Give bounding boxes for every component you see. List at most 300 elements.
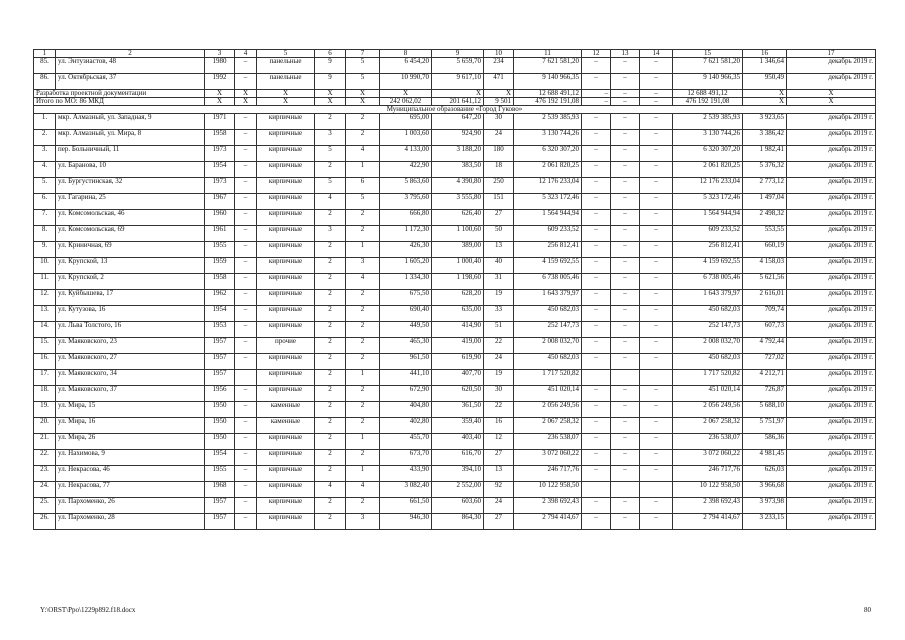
table-row	[34, 210, 876, 226]
table-cell: –	[611, 210, 640, 226]
table-cell: 20.	[34, 418, 56, 434]
table-cell: 455,70	[380, 434, 432, 450]
table-cell: кирпичные	[257, 114, 315, 130]
table-cell: 709,74	[743, 306, 787, 322]
table-cell: 5 376,32	[743, 162, 787, 178]
municipality-title: Муниципальное образование «Город Гуково»	[34, 106, 876, 114]
table-cell: 10 122 958,50	[673, 482, 743, 498]
table-cell: X	[346, 90, 380, 98]
table-cell: –	[640, 386, 673, 402]
table-cell: –	[611, 130, 640, 146]
table-cell: 9 617,10	[432, 74, 484, 90]
table-cell: –	[235, 242, 257, 258]
table-cell: –	[582, 306, 611, 322]
table-cell: декабрь 2019 г.	[787, 482, 876, 498]
table-row	[34, 434, 876, 450]
table-cell: –	[582, 354, 611, 370]
table-cell: 2	[315, 354, 346, 370]
table-cell: ул. Льва Толстого, 16	[56, 322, 205, 338]
table-cell: 3 973,98	[743, 498, 787, 514]
table-row	[34, 290, 876, 306]
table-cell: 2 061 820,25	[514, 162, 582, 178]
table-cell: декабрь 2019 г.	[787, 162, 876, 178]
table-cell: 12 176 233,04	[514, 178, 582, 194]
table-cell: кирпичные	[257, 482, 315, 498]
summary-row	[34, 90, 876, 98]
table-cell: –	[235, 226, 257, 242]
table-cell: 23.	[34, 466, 56, 482]
table-cell: 1962	[205, 290, 235, 306]
table-cell: 924,90	[432, 130, 484, 146]
table-cell: –	[640, 162, 673, 178]
column-number: 8	[380, 50, 432, 58]
summary-label: Итого по МО: 86 МКД	[34, 98, 205, 106]
column-number: 7	[346, 50, 380, 58]
table-cell: –	[582, 58, 611, 74]
table-cell: –	[582, 162, 611, 178]
footer-file-path: Y:\ORST\Ppo\1229p892.f18.docx	[40, 606, 136, 614]
table-cell: 2 067 258,32	[514, 418, 582, 434]
table-cell: –	[235, 130, 257, 146]
table-cell: 3	[315, 130, 346, 146]
table-row	[34, 274, 876, 290]
table-cell: –	[640, 274, 673, 290]
table-cell: 2 398 692,43	[514, 498, 582, 514]
table-cell: кирпичные	[257, 178, 315, 194]
table-cell: кирпичные	[257, 434, 315, 450]
table-cell: 2	[315, 450, 346, 466]
table-cell: –	[235, 386, 257, 402]
table-cell: –	[611, 466, 640, 482]
table-cell: 12 176 233,04	[673, 178, 743, 194]
table-cell: 30	[484, 386, 514, 402]
table-cell: 402,80	[380, 418, 432, 434]
table-cell: 2 794 414,67	[514, 514, 582, 530]
table-cell: X	[257, 98, 315, 106]
table-cell: 9.	[34, 242, 56, 258]
column-number: 9	[432, 50, 484, 58]
table-cell	[582, 482, 611, 498]
table-cell: –	[235, 434, 257, 450]
table-cell: 40	[484, 258, 514, 274]
table-cell: X	[235, 90, 257, 98]
table-row	[34, 194, 876, 210]
table-cell: 1973	[205, 178, 235, 194]
table-cell: 2	[315, 418, 346, 434]
table-cell: 1955	[205, 242, 235, 258]
table-cell: –	[582, 178, 611, 194]
table-cell: –	[582, 274, 611, 290]
table-cell: 1 982,41	[743, 146, 787, 162]
table-cell: –	[582, 418, 611, 434]
table-cell: 22	[484, 402, 514, 418]
table-cell: 666,80	[380, 210, 432, 226]
table-cell: –	[640, 130, 673, 146]
table-cell: декабрь 2019 г.	[787, 402, 876, 418]
table-cell: 2	[346, 386, 380, 402]
table-cell: декабрь 2019 г.	[787, 514, 876, 530]
table-cell: 2	[315, 210, 346, 226]
table-cell: 3	[315, 226, 346, 242]
table-cell: 9	[315, 74, 346, 90]
table-cell: кирпичные	[257, 466, 315, 482]
table-cell: –	[611, 74, 640, 90]
table-cell: мкр. Алмазный, ул. Западная, 9	[56, 114, 205, 130]
table-row	[34, 130, 876, 146]
table-cell: 3 795,60	[380, 194, 432, 210]
table-cell: 5 621,56	[743, 274, 787, 290]
table-cell: прочие	[257, 338, 315, 354]
table-cell: 1957	[205, 370, 235, 386]
table-cell: –	[582, 90, 611, 98]
table-cell: 1953	[205, 322, 235, 338]
table-cell: –	[611, 258, 640, 274]
table-cell: 394,10	[432, 466, 484, 482]
table-cell: 1967	[205, 194, 235, 210]
table-cell: декабрь 2019 г.	[787, 242, 876, 258]
table-cell: –	[640, 90, 673, 98]
table-cell: ул. Маяковского, 37	[56, 386, 205, 402]
table-cell: 31	[484, 274, 514, 290]
table-cell: –	[640, 58, 673, 74]
table-cell: 27	[484, 514, 514, 530]
table-cell: –	[611, 98, 640, 106]
table-cell: 6 320 307,20	[673, 146, 743, 162]
column-number: 3	[205, 50, 235, 58]
table-cell: 2 498,32	[743, 210, 787, 226]
table-cell: 1971	[205, 114, 235, 130]
table-cell: кирпичные	[257, 194, 315, 210]
column-number: 6	[315, 50, 346, 58]
table-cell: 27	[484, 450, 514, 466]
table-cell: 5	[315, 146, 346, 162]
table-cell: 1954	[205, 162, 235, 178]
table-cell: –	[611, 274, 640, 290]
table-cell: 9	[315, 58, 346, 74]
table-cell: 4 390,80	[432, 178, 484, 194]
column-number: 16	[743, 50, 787, 58]
table-cell: декабрь 2019 г.	[787, 178, 876, 194]
table-cell: 2	[315, 386, 346, 402]
table-row	[34, 386, 876, 402]
table-cell: 1968	[205, 482, 235, 498]
table-cell: декабрь 2019 г.	[787, 114, 876, 130]
table-cell: –	[611, 306, 640, 322]
table-cell: –	[611, 402, 640, 418]
table-cell: 553,55	[743, 226, 787, 242]
table-row	[34, 322, 876, 338]
table-cell: –	[235, 514, 257, 530]
table-cell: 675,50	[380, 290, 432, 306]
table-cell: 660,19	[743, 242, 787, 258]
table-cell: –	[235, 114, 257, 130]
table-cell: 1 643 379,97	[514, 290, 582, 306]
table-cell: –	[582, 338, 611, 354]
table-cell: 9 501	[484, 98, 514, 106]
table-cell: 389,00	[432, 242, 484, 258]
table-cell: 151	[484, 194, 514, 210]
table-cell: 695,00	[380, 114, 432, 130]
table-cell: –	[611, 450, 640, 466]
table-cell: 17.	[34, 370, 56, 386]
table-cell: 7.	[34, 210, 56, 226]
table-cell: 24	[484, 498, 514, 514]
table-cell: 359,40	[432, 418, 484, 434]
table-cell: ул. Энтузиастов, 48	[56, 58, 205, 74]
table-cell: –	[582, 498, 611, 514]
table-cell: 2	[346, 450, 380, 466]
table-cell: 2	[315, 322, 346, 338]
table-cell: X	[743, 98, 787, 106]
table-cell: 1961	[205, 226, 235, 242]
table-cell: –	[582, 402, 611, 418]
table-cell: 5	[346, 74, 380, 90]
table-cell: 3.	[34, 146, 56, 162]
table-cell: –	[235, 274, 257, 290]
table-cell: 616,70	[432, 450, 484, 466]
table-cell: –	[640, 290, 673, 306]
table-cell: 2 056 249,56	[673, 402, 743, 418]
column-number: 12	[582, 50, 611, 58]
table-cell: 25.	[34, 498, 56, 514]
table-cell: –	[235, 162, 257, 178]
table-cell: 603,60	[432, 498, 484, 514]
table-cell: 7 621 581,20	[673, 58, 743, 74]
table-cell: 450 682,03	[673, 354, 743, 370]
table-cell: 3 966,68	[743, 482, 787, 498]
table-cell: 1	[346, 466, 380, 482]
table-cell: 21.	[34, 434, 56, 450]
table-cell: 441,10	[380, 370, 432, 386]
table-cell: 2	[315, 242, 346, 258]
table-cell: 1954	[205, 450, 235, 466]
table-cell: 2	[346, 354, 380, 370]
table-cell: 3 130 744,26	[673, 130, 743, 146]
table-cell: –	[235, 210, 257, 226]
table-cell: 950,49	[743, 74, 787, 90]
table-cell: 1 717 520,82	[514, 370, 582, 386]
table-row	[34, 306, 876, 322]
summary-label: Разработка проектной документации	[34, 90, 205, 98]
table-cell: 2	[346, 290, 380, 306]
table-cell: 22.	[34, 450, 56, 466]
table-cell: –	[640, 434, 673, 450]
table-cell: 1	[346, 162, 380, 178]
table-cell: 726,87	[743, 386, 787, 402]
table-cell: X	[787, 90, 876, 98]
table-cell: 414,90	[432, 322, 484, 338]
column-number: 10	[484, 50, 514, 58]
table-cell	[640, 482, 673, 498]
table-row	[34, 482, 876, 498]
table-cell: 403,40	[432, 434, 484, 450]
table-cell: 449,50	[380, 322, 432, 338]
table-cell: 13	[484, 242, 514, 258]
table-cell: –	[235, 354, 257, 370]
table-cell: ул. Криничная, 69	[56, 242, 205, 258]
table-cell: 4 981,45	[743, 450, 787, 466]
table-row	[34, 418, 876, 434]
table-cell: 626,03	[743, 466, 787, 482]
table-cell: 3 072 060,22	[673, 450, 743, 466]
table-row	[34, 114, 876, 130]
municipality-row	[34, 106, 876, 114]
table-cell: 1 564 944,94	[673, 210, 743, 226]
table-cell: 12	[484, 434, 514, 450]
table-cell: декабрь 2019 г.	[787, 130, 876, 146]
table-cell: 426,30	[380, 242, 432, 258]
table-cell: –	[611, 290, 640, 306]
table-cell: –	[640, 98, 673, 106]
table-cell: 450 682,03	[514, 306, 582, 322]
table-cell: 1950	[205, 434, 235, 450]
table-cell: кирпичные	[257, 306, 315, 322]
table-cell: ул. Маяковского, 34	[56, 370, 205, 386]
table-cell: –	[235, 450, 257, 466]
table-cell: мкр. Алмазный, ул. Мира, 8	[56, 130, 205, 146]
table-cell: 1 564 944,94	[514, 210, 582, 226]
table-cell: –	[640, 210, 673, 226]
table-cell: 2	[315, 370, 346, 386]
table-cell: панельные	[257, 74, 315, 90]
table-cell: –	[235, 74, 257, 90]
table-cell: –	[235, 466, 257, 482]
table-cell: –	[235, 58, 257, 74]
table-cell: 2 794 414,67	[673, 514, 743, 530]
table-row	[34, 370, 876, 386]
table-cell: кирпичные	[257, 210, 315, 226]
table-cell: –	[611, 354, 640, 370]
table-cell: кирпичные	[257, 354, 315, 370]
table-cell: 19	[484, 370, 514, 386]
table-cell: –	[582, 226, 611, 242]
table-cell: 24.	[34, 482, 56, 498]
table-cell: 961,50	[380, 354, 432, 370]
table-cell	[611, 482, 640, 498]
footer-page-number: 80	[864, 606, 871, 614]
table-cell: 2 067 258,32	[673, 418, 743, 434]
table-cell: –	[640, 466, 673, 482]
table-cell: декабрь 2019 г.	[787, 322, 876, 338]
table-cell: ул. Маяковского, 27	[56, 354, 205, 370]
table-cell: 864,30	[432, 514, 484, 530]
table-cell: 2 773,12	[743, 178, 787, 194]
table-cell: 6.	[34, 194, 56, 210]
table-cell: –	[640, 178, 673, 194]
table-cell: –	[582, 514, 611, 530]
table-cell	[640, 370, 673, 386]
table-cell: –	[640, 514, 673, 530]
table-cell: кирпичные	[257, 322, 315, 338]
table-cell: 422,90	[380, 162, 432, 178]
table-row	[34, 498, 876, 514]
table-cell: 1950	[205, 402, 235, 418]
table-cell: –	[235, 482, 257, 498]
table-cell: –	[582, 434, 611, 450]
table-cell: ул. Бургустинская, 32	[56, 178, 205, 194]
table-cell: 16	[484, 418, 514, 434]
table-cell: X	[257, 90, 315, 98]
table-cell: 236 538,07	[673, 434, 743, 450]
table-cell: 1	[346, 434, 380, 450]
table-cell: ул. Гагарина, 25	[56, 194, 205, 210]
table-cell: –	[640, 242, 673, 258]
table-cell: ул. Кутузова, 16	[56, 306, 205, 322]
table-cell: 383,50	[432, 162, 484, 178]
table-cell: 2 008 032,70	[673, 338, 743, 354]
table-cell: 236 538,07	[514, 434, 582, 450]
table-cell: 8.	[34, 226, 56, 242]
table-cell: 6	[346, 178, 380, 194]
table-cell: декабрь 2019 г.	[787, 386, 876, 402]
table-cell: 1955	[205, 466, 235, 482]
table-cell: 2 552,00	[432, 482, 484, 498]
table-cell: 18.	[34, 386, 56, 402]
table-cell: декабрь 2019 г.	[787, 466, 876, 482]
table-cell: 1.	[34, 114, 56, 130]
table-cell: 2	[315, 162, 346, 178]
table-cell: 12 688 491,12	[514, 90, 582, 98]
table-cell: 1980	[205, 58, 235, 74]
table-cell: 465,30	[380, 338, 432, 354]
table-cell: –	[235, 178, 257, 194]
table-cell: –	[235, 498, 257, 514]
table-cell: 4 792,44	[743, 338, 787, 354]
table-cell: –	[640, 74, 673, 90]
table-cell: X	[484, 90, 514, 98]
table-cell: 22	[484, 338, 514, 354]
summary-row	[34, 98, 876, 106]
table-cell: ул. Некрасова, 77	[56, 482, 205, 498]
column-number: 11	[514, 50, 582, 58]
table-cell: 4	[346, 146, 380, 162]
table-cell: 2	[346, 306, 380, 322]
table-cell: X	[743, 90, 787, 98]
column-number: 2	[56, 50, 205, 58]
table-cell: 946,30	[380, 514, 432, 530]
table-cell: ул. Пархоменко, 26	[56, 498, 205, 514]
table-cell: 13	[484, 466, 514, 482]
table-cell: –	[235, 338, 257, 354]
table-cell: X	[787, 98, 876, 106]
table-cell: X	[205, 90, 235, 98]
table-cell: 18	[484, 162, 514, 178]
table-cell: ул. Комсомольская, 46	[56, 210, 205, 226]
table-cell: декабрь 2019 г.	[787, 498, 876, 514]
table-cell: –	[235, 258, 257, 274]
table-cell: –	[611, 178, 640, 194]
table-cell: 3 233,15	[743, 514, 787, 530]
table-cell: 6 738 005,46	[514, 274, 582, 290]
table-cell: 361,50	[432, 402, 484, 418]
table-cell: 1958	[205, 274, 235, 290]
table-cell: 4	[346, 274, 380, 290]
table-cell: –	[235, 306, 257, 322]
column-number: 17	[787, 50, 876, 58]
table-cell: кирпичные	[257, 242, 315, 258]
table-cell	[582, 370, 611, 386]
table-cell: –	[582, 114, 611, 130]
table-cell: 2	[315, 466, 346, 482]
table-cell: 471	[484, 74, 514, 90]
table-cell: 1959	[205, 258, 235, 274]
table-cell: 433,90	[380, 466, 432, 482]
table-cell: 16.	[34, 354, 56, 370]
table-cell: 1 003,60	[380, 130, 432, 146]
table-cell: 2.	[34, 130, 56, 146]
table-cell: 628,20	[432, 290, 484, 306]
table-cell: 1957	[205, 498, 235, 514]
